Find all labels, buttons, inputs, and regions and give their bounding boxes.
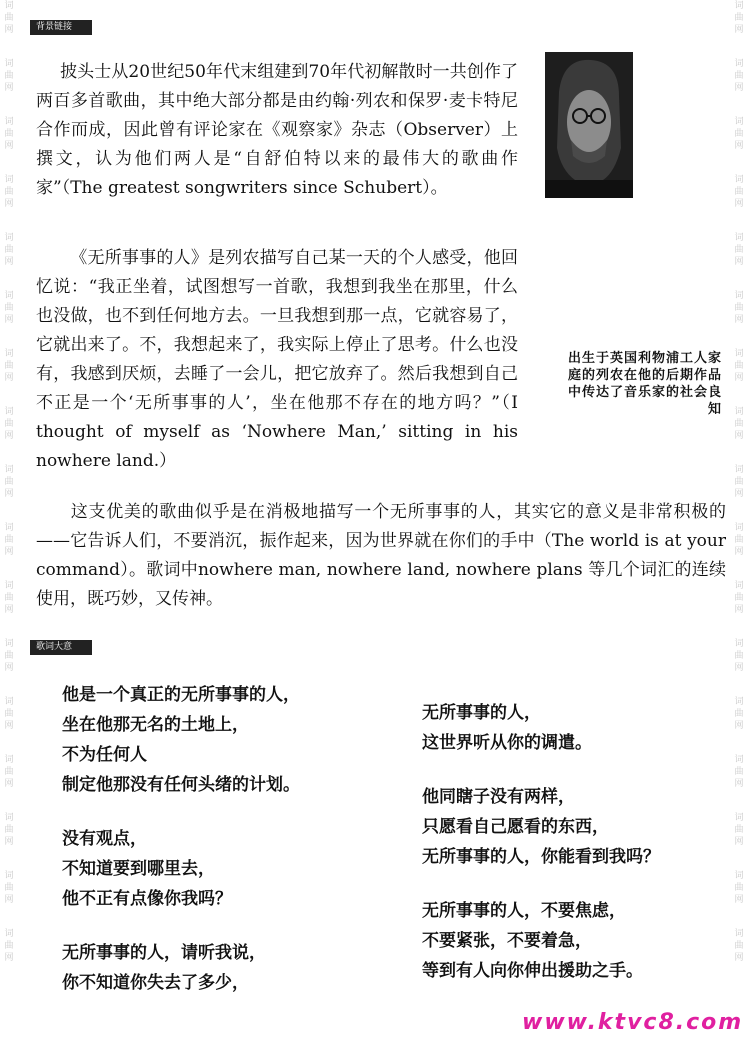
watermark-char: 曲 <box>4 187 14 197</box>
watermark-text <box>732 232 746 268</box>
watermark-column-left <box>2 0 16 1064</box>
watermark-char: 曲 <box>4 883 14 893</box>
watermark-char: 曲 <box>4 767 14 777</box>
watermark-text <box>2 348 16 384</box>
watermark-char: 词 <box>734 291 744 301</box>
watermark-char: 词 <box>4 697 14 707</box>
watermark-char: 曲 <box>734 187 744 197</box>
lyrics-stanza <box>422 782 732 872</box>
lyrics-line: 不要紧张，不要着急， <box>422 931 592 951</box>
site-watermark: www.ktvc8.com <box>522 1010 744 1035</box>
watermark-text <box>2 232 16 268</box>
watermark-char: 词 <box>734 697 744 707</box>
watermark-char: 网 <box>4 373 14 383</box>
watermark-text <box>732 870 746 906</box>
article-paragraph-3-text: 这支优美的歌曲似乎是在消极地描写一个无所事事的人，其实它的意义是非常积极的——它告诉人们，不要消沉，振作起来，因为世界就在你们的手中（The world is at your command）。歌词中nowhere man, nowhere land, nowhere plans 等几个词汇的连续使用，既巧妙，又传神。 <box>36 502 726 609</box>
watermark-char: 网 <box>4 315 14 325</box>
watermark-text <box>2 0 16 36</box>
watermark-char: 网 <box>4 779 14 789</box>
article-paragraph-3 <box>36 498 726 614</box>
watermark-char: 词 <box>734 1 744 11</box>
watermark-char: 网 <box>4 199 14 209</box>
watermark-char: 曲 <box>4 419 14 429</box>
watermark-char: 网 <box>4 895 14 905</box>
lyrics-stanza <box>422 698 732 758</box>
watermark-char: 网 <box>734 547 744 557</box>
watermark-char: 曲 <box>4 361 14 371</box>
lyrics-line: 只愿看自己愿看的东西， <box>422 817 609 837</box>
watermark-char: 曲 <box>734 535 744 545</box>
section-tag-background: 背景链接 <box>30 20 92 35</box>
article-paragraph-1 <box>36 58 518 203</box>
watermark-text <box>732 116 746 152</box>
lyrics-line: 无所事事的人，请听我说， <box>62 943 266 963</box>
watermark-char: 词 <box>4 407 14 417</box>
watermark-text <box>732 348 746 384</box>
watermark-text <box>732 522 746 558</box>
photo-caption: 出生于英国利物浦工人家庭的列农在他的后期作品中传达了音乐家的社会良知 <box>567 351 722 417</box>
watermark-char: 网 <box>734 199 744 209</box>
watermark-char: 词 <box>4 755 14 765</box>
watermark-text <box>732 464 746 500</box>
watermark-text <box>732 174 746 210</box>
lyrics-line: 坐在他那无名的土地上， <box>62 715 249 735</box>
watermark-char: 网 <box>734 431 744 441</box>
lyrics-column-right <box>422 698 732 1010</box>
watermark-char: 曲 <box>4 651 14 661</box>
watermark-text <box>2 464 16 500</box>
watermark-char: 网 <box>734 605 744 615</box>
lyrics-stanza <box>422 896 732 986</box>
lyrics-line: 不知道要到哪里去， <box>62 859 215 879</box>
watermark-char: 词 <box>734 929 744 939</box>
watermark-char: 曲 <box>4 593 14 603</box>
watermark-char: 词 <box>734 233 744 243</box>
watermark-char: 网 <box>734 25 744 35</box>
watermark-text <box>732 0 746 36</box>
watermark-text <box>732 928 746 964</box>
watermark-text <box>732 638 746 674</box>
watermark-text <box>2 116 16 152</box>
watermark-text <box>2 522 16 558</box>
watermark-char: 曲 <box>4 825 14 835</box>
watermark-char: 曲 <box>4 941 14 951</box>
watermark-char: 网 <box>4 25 14 35</box>
watermark-char: 网 <box>4 663 14 673</box>
watermark-char: 网 <box>4 953 14 963</box>
article-paragraph-2-text: 《无所事事的人》是列农描写自己某一天的个人感受，他回忆说：“我正坐着，试图想写一首歌，我想到我坐在那里，什么也没做，也不到任何地方去。一旦我想到那一点，它就容易了，它就出来了。不，我想起来了，我实际上停止了思考。什么也没有，我感到厌烦，去睡了一会儿，把它放弃了。然后我想到自己不正是一个‘无所事事的人’，坐在他那不存在的地方吗？”（I thought of myself as ‘Nowhere Man,’ sitting in his nowhere land.） <box>36 248 518 471</box>
lyrics-line: 等到有人向你伸出援助之手。 <box>422 961 643 981</box>
john-lennon-photo <box>545 52 633 198</box>
section-tag-lyrics: 歌词大意 <box>30 640 92 655</box>
watermark-text <box>2 580 16 616</box>
watermark-char: 词 <box>4 175 14 185</box>
watermark-char: 词 <box>4 233 14 243</box>
watermark-text <box>732 696 746 732</box>
watermark-char: 曲 <box>734 361 744 371</box>
watermark-text <box>2 870 16 906</box>
watermark-text <box>732 812 746 848</box>
watermark-char: 网 <box>4 547 14 557</box>
watermark-char: 词 <box>734 523 744 533</box>
watermark-char: 词 <box>734 407 744 417</box>
watermark-column-right <box>732 0 746 1064</box>
watermark-char: 网 <box>734 315 744 325</box>
watermark-char: 网 <box>734 83 744 93</box>
watermark-char: 曲 <box>4 477 14 487</box>
watermark-char: 曲 <box>734 71 744 81</box>
watermark-char: 曲 <box>4 129 14 139</box>
watermark-text <box>2 58 16 94</box>
watermark-char: 网 <box>734 663 744 673</box>
lyrics-line: 不为任何人 <box>62 745 147 765</box>
watermark-text <box>732 406 746 442</box>
watermark-text <box>732 58 746 94</box>
watermark-char: 曲 <box>734 941 744 951</box>
watermark-char: 网 <box>734 779 744 789</box>
watermark-char: 网 <box>4 489 14 499</box>
watermark-char: 曲 <box>734 767 744 777</box>
watermark-char: 词 <box>4 813 14 823</box>
watermark-char: 网 <box>4 83 14 93</box>
watermark-text <box>732 580 746 616</box>
watermark-char: 词 <box>4 929 14 939</box>
watermark-char: 曲 <box>734 419 744 429</box>
lyrics-line: 他是一个真正的无所事事的人， <box>62 685 300 705</box>
watermark-char: 词 <box>734 813 744 823</box>
watermark-char: 词 <box>734 871 744 881</box>
watermark-text <box>2 696 16 732</box>
watermark-char: 词 <box>734 349 744 359</box>
watermark-char: 网 <box>4 141 14 151</box>
watermark-text <box>732 754 746 790</box>
lyrics-stanza <box>62 824 392 914</box>
watermark-char: 网 <box>734 141 744 151</box>
watermark-char: 词 <box>4 871 14 881</box>
watermark-char: 词 <box>4 523 14 533</box>
lyrics-line: 制定他那没有任何头绪的计划。 <box>62 775 300 795</box>
watermark-char: 词 <box>4 117 14 127</box>
watermark-char: 词 <box>734 639 744 649</box>
watermark-char: 词 <box>4 581 14 591</box>
watermark-text <box>2 638 16 674</box>
lyrics-line: 无所事事的人，不要焦虑， <box>422 901 626 921</box>
watermark-char: 网 <box>734 489 744 499</box>
watermark-char: 网 <box>734 721 744 731</box>
watermark-char: 网 <box>4 257 14 267</box>
watermark-char: 曲 <box>734 709 744 719</box>
lyrics-stanza <box>62 680 392 800</box>
lyrics-line: 他同瞎子没有两样， <box>422 787 575 807</box>
lyrics-line: 这世界听从你的调遣。 <box>422 733 592 753</box>
lyrics-line: 他不正有点像你我吗？ <box>62 889 232 909</box>
watermark-char: 词 <box>734 465 744 475</box>
watermark-char: 词 <box>4 639 14 649</box>
watermark-char: 曲 <box>4 13 14 23</box>
watermark-char: 网 <box>4 837 14 847</box>
watermark-char: 词 <box>4 349 14 359</box>
watermark-char: 网 <box>734 257 744 267</box>
watermark-char: 词 <box>734 175 744 185</box>
article-paragraph-1-text: 披头士从20世纪50年代末组建到70年代初解散时一共创作了两百多首歌曲，其中绝大部分都是由约翰·列农和保罗·麦卡特尼合作而成，因此曾有评论家在《观察家》杂志（Observer）上撰文，认为他们两人是“自舒伯特以来的最伟大的歌曲作家”（The greatest songwriters since Schubert）。 <box>36 62 518 198</box>
watermark-char: 词 <box>4 465 14 475</box>
watermark-char: 词 <box>734 117 744 127</box>
watermark-char: 词 <box>734 59 744 69</box>
watermark-char: 曲 <box>734 477 744 487</box>
watermark-char: 曲 <box>4 709 14 719</box>
watermark-text <box>2 290 16 326</box>
watermark-char: 曲 <box>4 303 14 313</box>
watermark-text <box>2 754 16 790</box>
watermark-text <box>2 928 16 964</box>
watermark-text <box>732 290 746 326</box>
watermark-char: 词 <box>4 1 14 11</box>
watermark-char: 曲 <box>734 303 744 313</box>
watermark-char: 网 <box>734 953 744 963</box>
lyrics-line: 无所事事的人，你能看到我吗？ <box>422 847 660 867</box>
lyrics-line: 你不知道你失去了多少， <box>62 973 249 993</box>
watermark-char: 词 <box>734 581 744 591</box>
watermark-text <box>2 812 16 848</box>
lyrics-line: 无所事事的人， <box>422 703 541 723</box>
watermark-char: 网 <box>734 895 744 905</box>
watermark-char: 网 <box>4 721 14 731</box>
lyrics-line: 没有观点， <box>62 829 147 849</box>
watermark-char: 曲 <box>734 825 744 835</box>
watermark-char: 曲 <box>4 71 14 81</box>
watermark-char: 曲 <box>734 651 744 661</box>
lyrics-stanza <box>62 938 392 998</box>
watermark-char: 曲 <box>734 13 744 23</box>
watermark-char: 词 <box>4 59 14 69</box>
watermark-char: 网 <box>734 373 744 383</box>
watermark-char: 词 <box>734 755 744 765</box>
lyrics-column-left <box>62 680 392 1022</box>
watermark-char: 网 <box>734 837 744 847</box>
watermark-char: 曲 <box>734 593 744 603</box>
watermark-text <box>2 174 16 210</box>
watermark-char: 曲 <box>4 535 14 545</box>
watermark-text <box>2 406 16 442</box>
watermark-char: 曲 <box>734 245 744 255</box>
watermark-char: 词 <box>4 291 14 301</box>
watermark-char: 曲 <box>734 883 744 893</box>
watermark-char: 网 <box>4 431 14 441</box>
watermark-char: 网 <box>4 605 14 615</box>
watermark-char: 曲 <box>4 245 14 255</box>
article-paragraph-2 <box>36 244 518 476</box>
watermark-char: 曲 <box>734 129 744 139</box>
